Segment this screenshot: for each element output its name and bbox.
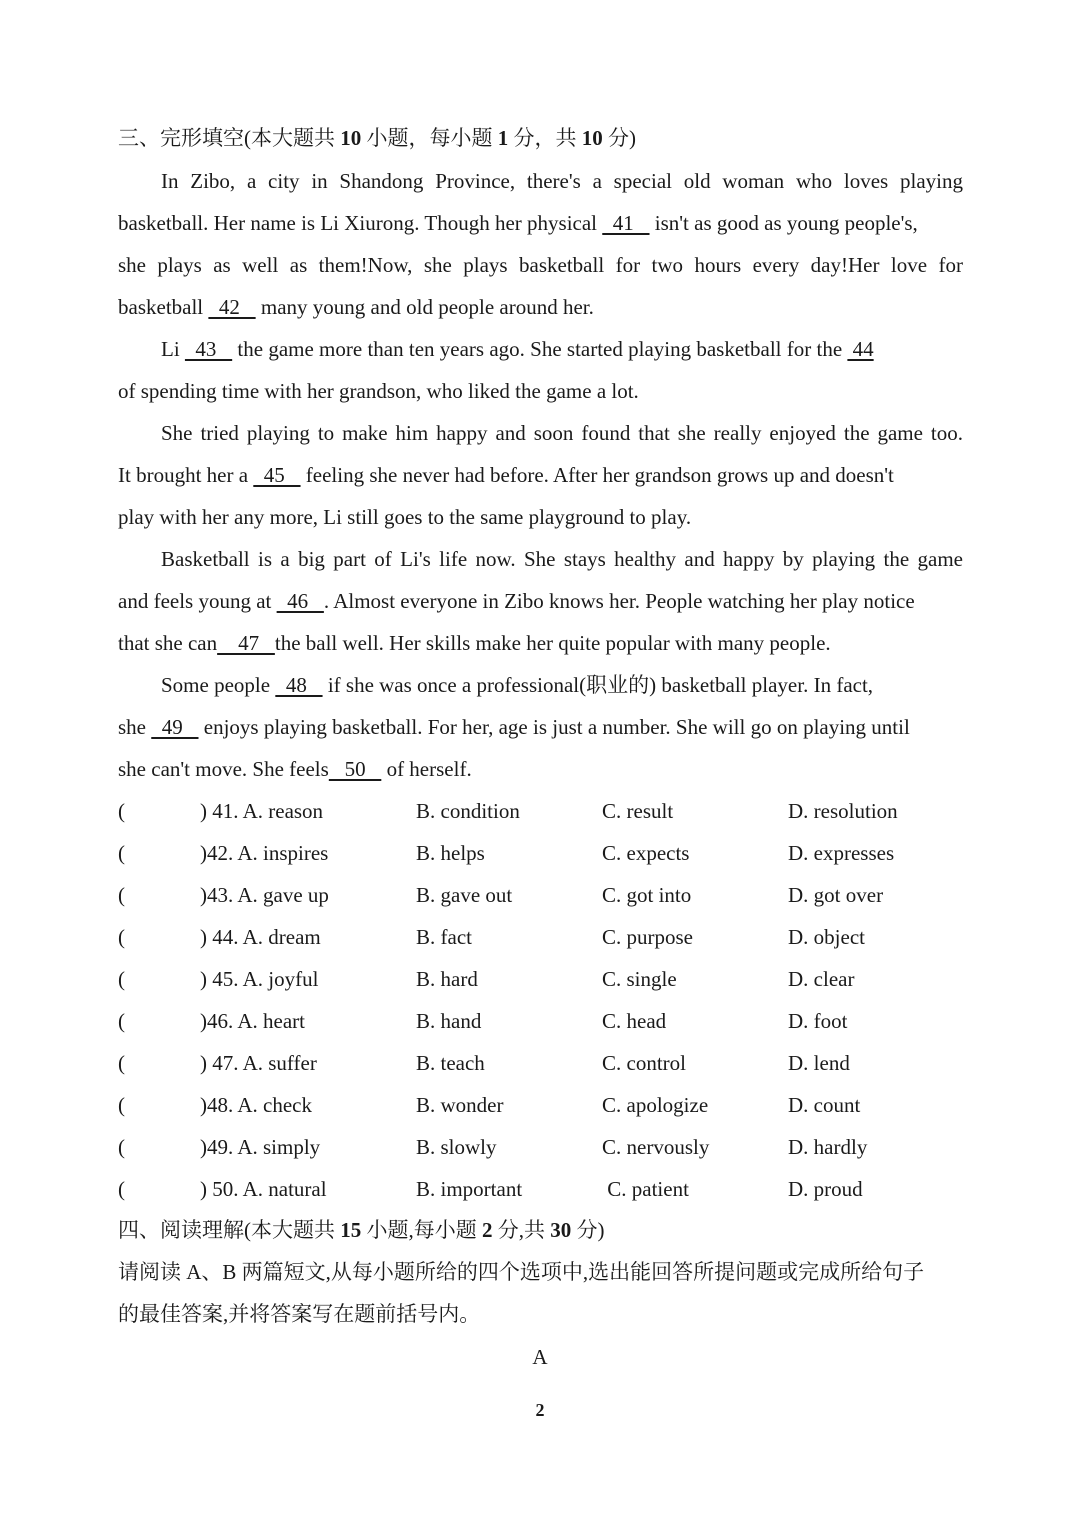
option-b: B. condition xyxy=(416,799,520,823)
passage-text: It brought her a xyxy=(118,463,254,487)
passage-text: basketball. Her name is Li Xiurong. Though her physical xyxy=(118,211,603,235)
passage-line xyxy=(118,586,963,616)
answer-bracket[interactable]: ( xyxy=(118,1009,125,1033)
passage-line xyxy=(118,292,963,322)
question-row-47 xyxy=(118,1048,963,1078)
passage-line xyxy=(118,712,963,742)
blank-44: 44 xyxy=(847,337,874,361)
question-row-48 xyxy=(118,1090,963,1120)
option-a: ) 47. A. suffer xyxy=(200,1051,317,1075)
option-b: B. gave out xyxy=(416,883,513,907)
option-a: ) 45. A. joyful xyxy=(200,967,319,991)
passage-line xyxy=(118,460,963,490)
heading-total: 10 xyxy=(581,126,603,150)
option-d: D. expresses xyxy=(788,841,895,865)
heading-text: 分) xyxy=(602,126,636,150)
passage-line xyxy=(161,670,963,700)
passage-label-a: A xyxy=(532,1345,548,1369)
option-d: D. got over xyxy=(788,883,884,907)
question-row-45 xyxy=(118,964,963,994)
heading-total: 30 xyxy=(550,1218,572,1242)
passage-text: the game more than ten years ago. She started playing basketball for the xyxy=(232,337,848,361)
passage-line xyxy=(118,376,963,406)
blank-42: 42 xyxy=(208,295,256,319)
passage-text: if she was once a professional(职业的) basketball player. In fact, xyxy=(322,673,874,697)
answer-bracket[interactable]: ( xyxy=(118,1093,125,1117)
passage-line xyxy=(118,250,963,280)
passage-text: that she can xyxy=(118,631,218,655)
heading-each: 2 xyxy=(482,1218,493,1242)
passage-text: and feels young at xyxy=(118,589,277,613)
passage-line xyxy=(161,544,963,574)
blank-43: 43 xyxy=(184,337,233,361)
option-a: )46. A. heart xyxy=(200,1009,305,1033)
option-c: C. apologize xyxy=(602,1093,709,1117)
passage-text: the ball well. Her skills make her quite popular with many people. xyxy=(274,631,831,655)
option-d: D. proud xyxy=(788,1177,863,1201)
question-row-44 xyxy=(118,922,963,952)
page-number: 2 xyxy=(535,1400,545,1420)
passage-text: basketball xyxy=(118,295,209,319)
heading-text: 小题，每小题 xyxy=(361,126,498,150)
option-d: D. count xyxy=(788,1093,861,1117)
option-b: B. fact xyxy=(416,925,472,949)
section-heading-reading xyxy=(118,1215,605,1245)
answer-bracket[interactable]: ( xyxy=(118,925,125,949)
passage-line xyxy=(118,754,963,784)
passage-text: In Zibo, a city in Shandong Province, there's a special old woman who loves playing xyxy=(161,169,963,193)
heading-each: 1 xyxy=(497,126,509,150)
passage-line xyxy=(161,334,963,364)
passage-text: Some people xyxy=(161,673,276,697)
passage-text: of spending time with her grandson, who liked the game a lot. xyxy=(118,379,639,403)
answer-bracket[interactable]: ( xyxy=(118,841,125,865)
heading-text: 四、阅读理解(本大题共 xyxy=(118,1218,341,1242)
passage-text: she can't move. She feels xyxy=(118,757,329,781)
answer-bracket[interactable]: ( xyxy=(118,1135,125,1159)
option-c: C. expects xyxy=(602,841,690,865)
answer-bracket[interactable]: ( xyxy=(118,799,125,823)
blank-41: 41 xyxy=(602,211,650,235)
option-d: D. lend xyxy=(788,1051,850,1075)
option-b: B. teach xyxy=(416,1051,485,1075)
passage-text: she plays as well as them!Now, she plays basketball for two hours every day!Her love for xyxy=(118,253,963,277)
question-row-41 xyxy=(118,796,963,826)
option-b: B. wonder xyxy=(416,1093,504,1117)
passage-text: Li xyxy=(161,337,185,361)
passage-line xyxy=(161,166,963,196)
passage-text: Basketball is a big part of Li's life now. She stays healthy and happy by playing the game xyxy=(161,547,963,571)
passage-text: of herself. xyxy=(381,757,472,781)
answer-bracket[interactable]: ( xyxy=(118,883,125,907)
option-a: )49. A. simply xyxy=(200,1135,321,1159)
option-b: B. slowly xyxy=(416,1135,497,1159)
section-heading-cloze xyxy=(118,123,636,153)
option-a: ) 41. A. reason xyxy=(200,799,324,823)
passage-line xyxy=(118,208,963,238)
passage-text: play with her any more, Li still goes to the same playground to play. xyxy=(118,505,692,529)
answer-bracket[interactable]: ( xyxy=(118,1051,125,1075)
heading-text: 小题,每小题 xyxy=(361,1218,482,1242)
option-d: D. clear xyxy=(788,967,855,991)
blank-49: 49 xyxy=(151,715,199,739)
passage-text: many young and old people around her. xyxy=(255,295,594,319)
blank-47: 47 xyxy=(217,631,275,655)
option-d: D. hardly xyxy=(788,1135,868,1159)
option-c: C. got into xyxy=(602,883,692,907)
passage-text: isn't as good as young people's, xyxy=(649,211,918,235)
option-c: C. patient xyxy=(602,1177,689,1201)
heading-text: 三、完形填空(本大题共 xyxy=(118,126,341,150)
option-a: ) 50. A. natural xyxy=(200,1177,327,1201)
option-c: C. nervously xyxy=(602,1135,710,1159)
heading-text: 分，共 xyxy=(508,126,582,150)
passage-text: she xyxy=(118,715,152,739)
blank-50: 50 xyxy=(328,757,382,781)
answer-bracket[interactable]: ( xyxy=(118,1177,125,1201)
reading-instruction: 的最佳答案,并将答案写在题前括号内。 xyxy=(118,1302,481,1326)
option-d: D. foot xyxy=(788,1009,848,1033)
option-d: D. object xyxy=(788,925,865,949)
answer-bracket[interactable]: ( xyxy=(118,967,125,991)
option-d: D. resolution xyxy=(788,799,898,823)
passage-line xyxy=(161,418,963,448)
heading-count: 10 xyxy=(340,126,362,150)
option-c: C. control xyxy=(602,1051,686,1075)
option-a: )42. A. inspires xyxy=(200,841,329,865)
blank-48: 48 xyxy=(275,673,323,697)
option-b: B. hand xyxy=(416,1009,482,1033)
question-row-46 xyxy=(118,1006,963,1036)
option-c: C. purpose xyxy=(602,925,693,949)
blank-46: 46 xyxy=(276,589,324,613)
option-a: ) 44. A. dream xyxy=(200,925,321,949)
option-c: C. head xyxy=(602,1009,667,1033)
option-c: C. result xyxy=(602,799,674,823)
passage-text: . Almost everyone in Zibo knows her. People watching her play notice xyxy=(323,589,915,613)
passage-text: feeling she never had before. After her grandson grows up and doesn't xyxy=(300,463,894,487)
option-b: B. hard xyxy=(416,967,478,991)
option-b: B. important xyxy=(416,1177,523,1201)
heading-text: 分,共 xyxy=(492,1218,551,1242)
passage-line xyxy=(118,628,963,658)
question-row-43 xyxy=(118,880,963,910)
option-a: )43. A. gave up xyxy=(200,883,329,907)
passage-line xyxy=(118,502,963,532)
passage-text: enjoys playing basketball. For her, age is just a number. She will go on playing until xyxy=(198,715,910,739)
heading-count: 15 xyxy=(340,1218,362,1242)
option-b: B. helps xyxy=(416,841,485,865)
heading-text: 分) xyxy=(571,1218,605,1242)
option-a: )48. A. check xyxy=(200,1093,312,1117)
reading-instruction: 请阅读 A、B 两篇短文,从每小题所给的四个选项中,选出能回答所提问题或完成所给句子 xyxy=(118,1260,925,1284)
question-row-42 xyxy=(118,838,963,868)
question-row-49 xyxy=(118,1132,963,1162)
option-c: C. single xyxy=(602,967,677,991)
blank-45: 45 xyxy=(253,463,301,487)
passage-text: She tried playing to make him happy and soon found that she really enjoyed the game too. xyxy=(161,421,963,445)
question-row-50 xyxy=(118,1174,963,1204)
